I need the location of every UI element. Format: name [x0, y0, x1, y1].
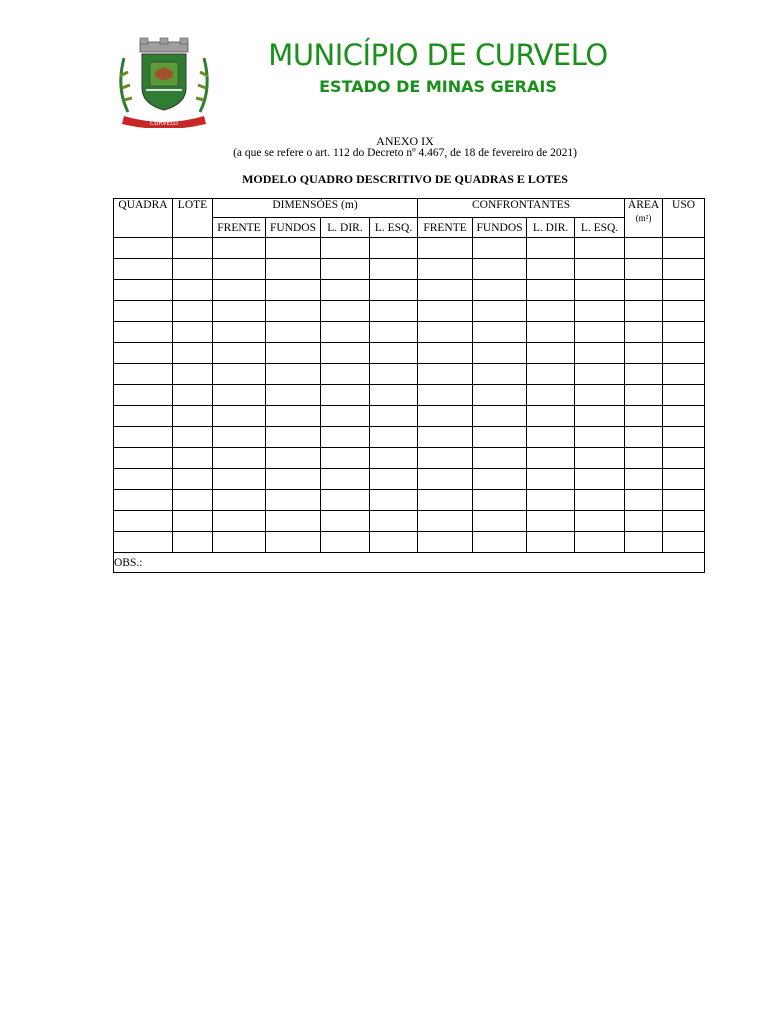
table-cell [527, 532, 575, 553]
table-cell [663, 364, 705, 385]
table-cell [663, 511, 705, 532]
table-cell [370, 406, 418, 427]
table-cell [418, 427, 473, 448]
table-cell [173, 532, 213, 553]
table-row [114, 532, 705, 553]
crest-ribbon-text [150, 120, 178, 127]
table-cell [473, 427, 527, 448]
table-cell [625, 532, 663, 553]
table-cell [114, 469, 173, 490]
table-cell [663, 469, 705, 490]
table-cell [473, 511, 527, 532]
table-cell [266, 259, 321, 280]
table-cell [321, 301, 370, 322]
header-uso: USO [663, 199, 705, 238]
dim-lado-esquerdo: L. ESQ. [370, 218, 418, 238]
table-cell [370, 385, 418, 406]
dim-fundos: FUNDOS [266, 218, 321, 238]
table-cell [321, 343, 370, 364]
table-cell [321, 427, 370, 448]
table-cell [213, 385, 266, 406]
table-cell [321, 511, 370, 532]
table-cell [370, 280, 418, 301]
table-cell [575, 469, 625, 490]
table-cell [625, 301, 663, 322]
table-cell [114, 301, 173, 322]
table-row [114, 343, 705, 364]
table-cell [173, 280, 213, 301]
table-cell [213, 406, 266, 427]
annex-reference: (a que se refere o art. 112 do Decreto nº 4.467, de 18 de fevereiro de 2021) [233, 147, 577, 159]
table-cell [473, 406, 527, 427]
table-cell [663, 322, 705, 343]
table-cell [663, 448, 705, 469]
table-cell [213, 343, 266, 364]
table-row [114, 280, 705, 301]
header-area-label: ÁREA [627, 199, 660, 211]
table-cell [663, 301, 705, 322]
table-cell [473, 322, 527, 343]
table-cell [527, 406, 575, 427]
table-cell [625, 385, 663, 406]
dim-lado-direito: L. DIR. [321, 218, 370, 238]
table-cell [473, 301, 527, 322]
table-cell [575, 448, 625, 469]
table-cell [575, 301, 625, 322]
header-confrontantes: CONFRONTANTES [418, 199, 625, 218]
table-cell [114, 448, 173, 469]
conf-lado-esquerdo: L. ESQ. [575, 218, 625, 238]
table-cell [321, 259, 370, 280]
table-cell [213, 322, 266, 343]
table-cell [266, 448, 321, 469]
table-cell [418, 469, 473, 490]
table-cell [370, 238, 418, 259]
table-cell [625, 469, 663, 490]
table-cell [625, 322, 663, 343]
table-cell [370, 532, 418, 553]
table-cell [213, 280, 266, 301]
table-cell [575, 322, 625, 343]
table-row [114, 490, 705, 511]
table-cell [473, 364, 527, 385]
table-row [114, 511, 705, 532]
table-row [114, 385, 705, 406]
table-cell [370, 469, 418, 490]
table-row [114, 427, 705, 448]
table-cell [114, 343, 173, 364]
table-cell [575, 238, 625, 259]
header-area [625, 199, 663, 238]
table-cell [321, 490, 370, 511]
table-cell [625, 490, 663, 511]
obs-label: OBS.: [114, 553, 705, 573]
table-cell [473, 238, 527, 259]
table-cell [266, 511, 321, 532]
table-cell [321, 532, 370, 553]
table-cell [473, 259, 527, 280]
table-cell [173, 448, 213, 469]
table-cell [473, 343, 527, 364]
table-cell [321, 280, 370, 301]
table-cell [663, 490, 705, 511]
table-cell [266, 532, 321, 553]
municipality-title: MUNICÍPIO DE CURVELO [268, 38, 608, 72]
table-cell [213, 301, 266, 322]
table-cell [173, 259, 213, 280]
table-cell [114, 385, 173, 406]
table-cell [173, 490, 213, 511]
table-cell [527, 490, 575, 511]
table-cell [473, 490, 527, 511]
obs-row [114, 553, 705, 573]
table-cell [418, 343, 473, 364]
table-cell [173, 427, 213, 448]
table-cell [114, 532, 173, 553]
table-cell [473, 448, 527, 469]
table-cell [173, 385, 213, 406]
table-cell [321, 322, 370, 343]
table-cell [173, 364, 213, 385]
table-cell [527, 259, 575, 280]
table-cell [266, 280, 321, 301]
table-cell [266, 427, 321, 448]
annex-heading: ANEXO IX [376, 134, 434, 148]
table-cell [527, 448, 575, 469]
table-cell [370, 259, 418, 280]
table-cell [527, 280, 575, 301]
table-cell [370, 448, 418, 469]
table-cell [266, 343, 321, 364]
table-cell [213, 364, 266, 385]
table-row [114, 448, 705, 469]
table-cell [173, 469, 213, 490]
table-cell [575, 385, 625, 406]
table-cell [213, 259, 266, 280]
table-cell [527, 427, 575, 448]
table-cell [625, 343, 663, 364]
table-row [114, 364, 705, 385]
table-cell [663, 406, 705, 427]
table-cell [625, 427, 663, 448]
header-lote: LOTE [173, 199, 213, 238]
table-cell [114, 259, 173, 280]
table-cell [625, 448, 663, 469]
table-cell [213, 448, 266, 469]
table-cell [527, 322, 575, 343]
coat-of-arms-icon [110, 36, 218, 128]
table-cell [527, 343, 575, 364]
table-cell [575, 511, 625, 532]
table-cell [213, 490, 266, 511]
table-cell [527, 238, 575, 259]
table-cell [114, 490, 173, 511]
table-cell [213, 532, 266, 553]
table-cell [663, 280, 705, 301]
table-cell [625, 280, 663, 301]
table-cell [663, 343, 705, 364]
table-cell [370, 427, 418, 448]
table-cell [418, 532, 473, 553]
table-cell [575, 259, 625, 280]
table-cell [527, 301, 575, 322]
table-cell [418, 364, 473, 385]
table-cell [266, 385, 321, 406]
table-cell [527, 364, 575, 385]
dim-frente: FRENTE [213, 218, 266, 238]
table-cell [625, 238, 663, 259]
table-cell [418, 238, 473, 259]
table-cell [114, 427, 173, 448]
table-cell [370, 322, 418, 343]
table-cell [663, 259, 705, 280]
table-cell [370, 343, 418, 364]
state-subtitle: ESTADO DE MINAS GERAIS [319, 77, 557, 96]
model-title: MODELO QUADRO DESCRITIVO DE QUADRAS E LOTES [242, 172, 568, 186]
table-cell [213, 427, 266, 448]
header-dimensoes: DIMENSÕES (m) [213, 199, 418, 218]
table-cell [625, 259, 663, 280]
table-row [114, 322, 705, 343]
table-row [114, 259, 705, 280]
table-cell [266, 364, 321, 385]
table-cell [173, 343, 213, 364]
table-cell [266, 238, 321, 259]
table-row [114, 301, 705, 322]
table-cell [114, 238, 173, 259]
table-cell [418, 259, 473, 280]
table-cell [527, 469, 575, 490]
table-cell [527, 385, 575, 406]
table-cell [370, 490, 418, 511]
table-cell [575, 406, 625, 427]
table-cell [321, 385, 370, 406]
table-cell [213, 469, 266, 490]
table-cell [114, 511, 173, 532]
table-cell [266, 490, 321, 511]
table-cell [473, 385, 527, 406]
table-cell [114, 406, 173, 427]
table-cell [173, 406, 213, 427]
table-header-row [114, 199, 705, 218]
table-cell [266, 406, 321, 427]
table-cell [114, 364, 173, 385]
table-cell [418, 280, 473, 301]
table-cell [418, 406, 473, 427]
table-cell [418, 490, 473, 511]
table-cell [266, 301, 321, 322]
table-cell [266, 469, 321, 490]
table-cell [266, 322, 321, 343]
table-cell [473, 532, 527, 553]
table-cell [663, 238, 705, 259]
conf-lado-direito: L. DIR. [527, 218, 575, 238]
table-cell [575, 280, 625, 301]
table-cell [625, 511, 663, 532]
table-cell [418, 385, 473, 406]
table-cell [213, 511, 266, 532]
table-cell [321, 406, 370, 427]
table-cell [114, 280, 173, 301]
conf-fundos: FUNDOS [473, 218, 527, 238]
table-cell [663, 532, 705, 553]
table-cell [575, 343, 625, 364]
table-cell [473, 280, 527, 301]
table-cell [114, 322, 173, 343]
table-cell [418, 511, 473, 532]
table-row [114, 238, 705, 259]
table-cell [663, 385, 705, 406]
table-row [114, 469, 705, 490]
table-cell [173, 511, 213, 532]
conf-frente: FRENTE [418, 218, 473, 238]
table-cell [370, 301, 418, 322]
table-cell [575, 490, 625, 511]
table-cell [418, 322, 473, 343]
table-cell [625, 364, 663, 385]
table-cell [418, 448, 473, 469]
table-cell [173, 322, 213, 343]
table-cell [473, 469, 527, 490]
table-cell [418, 301, 473, 322]
table-cell [575, 532, 625, 553]
table-cell [321, 469, 370, 490]
table-cell [370, 364, 418, 385]
table-cell [575, 427, 625, 448]
table-cell [575, 364, 625, 385]
table-cell [173, 301, 213, 322]
table-cell [527, 511, 575, 532]
blocks-lots-table [113, 198, 705, 573]
table-cell [173, 238, 213, 259]
table-cell [321, 238, 370, 259]
header-quadra: QUADRA [114, 199, 173, 238]
table-cell [370, 511, 418, 532]
table-cell [321, 364, 370, 385]
table-cell [321, 448, 370, 469]
table-cell [663, 427, 705, 448]
table-cell [625, 406, 663, 427]
svg-text:CURVELO: CURVELO [149, 120, 179, 127]
header-area-unit: (m²) [635, 213, 652, 223]
table-row [114, 406, 705, 427]
table-cell [213, 238, 266, 259]
